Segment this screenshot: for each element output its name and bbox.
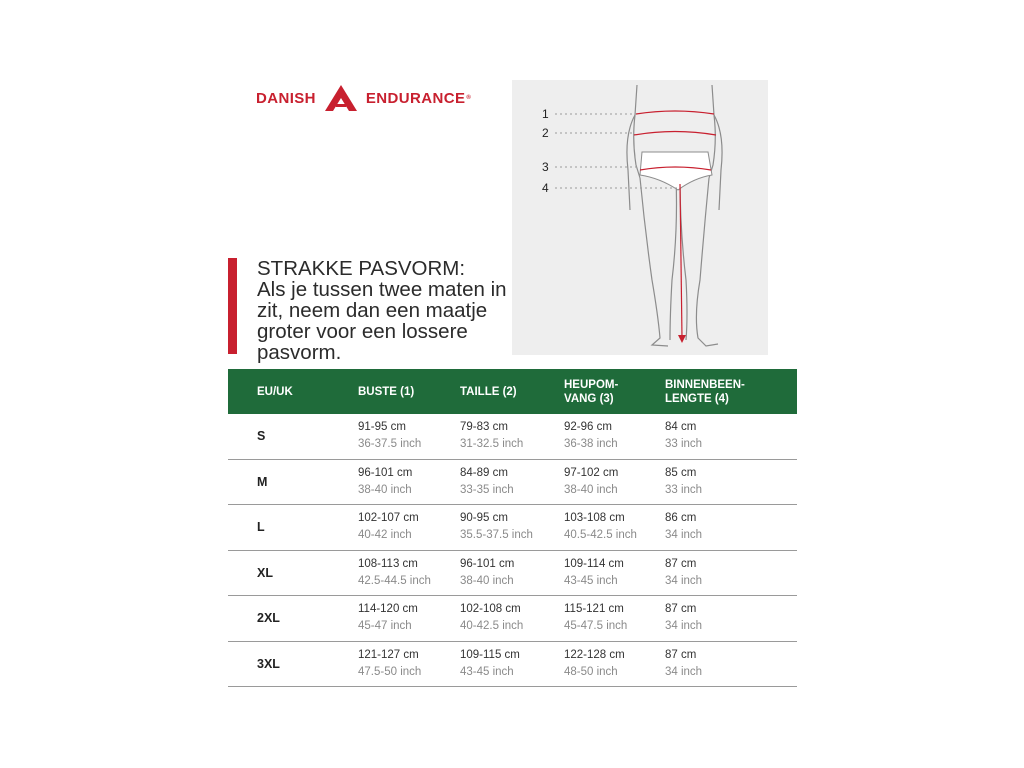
cm-value: 102-107 cm [358, 512, 419, 525]
measurement-label-3: 3 [542, 160, 549, 174]
table-row [228, 414, 797, 460]
fit-note [228, 257, 537, 364]
waist-cell [460, 510, 564, 544]
cm-value: 84-89 cm [460, 466, 508, 479]
cm-value: 86 cm [665, 512, 697, 525]
underwear-shape [640, 152, 712, 190]
inch-value: 34 inch [665, 574, 703, 587]
measurement-label-2: 2 [542, 126, 549, 140]
cm-value: 122-128 cm [564, 648, 625, 661]
inseam-cell [665, 510, 797, 544]
header-waist: TAILLE (2) [460, 385, 517, 398]
table-row [228, 551, 797, 597]
waist-cell [460, 647, 564, 681]
size-label: 3XL [257, 656, 280, 671]
cm-value: 109-115 cm [460, 648, 520, 661]
registered-mark: ® [466, 95, 472, 101]
table-row [228, 642, 797, 688]
inch-value: 35.5-37.5 inch [460, 529, 533, 542]
inch-value: 34 inch [665, 665, 703, 678]
inch-value: 38-40 inch [564, 483, 618, 496]
fit-note-line: groter voor een lossere [257, 320, 468, 343]
hip-cell [564, 556, 665, 590]
cm-value: 121-127 cm [358, 648, 419, 661]
cm-value: 87 cm [665, 557, 697, 570]
header-eu-uk: EU/UK [257, 385, 293, 398]
size-label: XL [257, 565, 273, 580]
inch-value: 43-45 inch [564, 574, 618, 587]
inch-value: 34 inch [665, 529, 703, 542]
cm-value: 96-101 cm [358, 466, 413, 479]
size-label: S [257, 429, 266, 444]
inseam-cell [665, 556, 797, 590]
inch-value: 42.5-44.5 inch [358, 574, 431, 587]
inseam-cell [665, 419, 797, 453]
hip-cell [564, 465, 665, 499]
cm-value: 115-121 cm [564, 603, 624, 616]
size-table [228, 369, 797, 687]
cm-value: 109-114 cm [564, 557, 624, 570]
cm-value: 92-96 cm [564, 421, 612, 434]
bust-cell [358, 556, 460, 590]
size-label: M [257, 474, 268, 489]
bust-cell [358, 647, 460, 681]
waist-cell [460, 419, 564, 453]
cm-value: 90-95 cm [460, 512, 508, 525]
inch-value: 38-40 inch [358, 483, 412, 496]
measurement-label-4: 4 [542, 181, 549, 195]
body-figure-illustration [512, 80, 768, 355]
fit-note-line: zit, neem dan een maatje [257, 299, 488, 322]
inch-value: 47.5-50 inch [358, 665, 422, 678]
inch-value: 33-35 inch [460, 483, 514, 496]
inch-value: 40-42.5 inch [460, 620, 524, 633]
hip-cell [564, 601, 665, 635]
header-inseam: BINNENBEEN- LENGTE (4) [665, 378, 745, 405]
size-label: 2XL [257, 611, 280, 626]
inseam-cell [665, 601, 797, 635]
inch-value: 33 inch [665, 438, 703, 451]
cm-value: 103-108 cm [564, 512, 625, 525]
brand-word-left: DANISH [256, 89, 316, 107]
fit-note-line: pasvorm. [257, 341, 342, 364]
inch-value: 36-38 inch [564, 438, 618, 451]
cm-value: 87 cm [665, 648, 697, 661]
table-header [228, 369, 797, 414]
inseam-cell [665, 647, 797, 681]
inch-value: 40-42 inch [358, 529, 412, 542]
cm-value: 102-108 cm [460, 603, 521, 616]
inch-value: 34 inch [665, 620, 703, 633]
waist-cell [460, 465, 564, 499]
inch-value: 31-32.5 inch [460, 438, 524, 451]
table-row [228, 596, 797, 642]
hip-cell [564, 510, 665, 544]
cm-value: 97-102 cm [564, 466, 619, 479]
cm-value: 84 cm [665, 421, 697, 434]
brand-word-right: ENDURANCE [365, 89, 466, 107]
inch-value: 36-37.5 inch [358, 438, 422, 451]
table-row [228, 460, 797, 506]
table-row [228, 505, 797, 551]
inch-value: 45-47 inch [358, 620, 412, 633]
size-label: L [257, 520, 265, 535]
header-hip: HEUPOM- VANG (3) [564, 378, 619, 405]
inch-value: 40.5-42.5 inch [564, 529, 637, 542]
cm-value: 96-101 cm [460, 557, 515, 570]
bust-cell [358, 601, 460, 635]
bust-cell [358, 419, 460, 453]
hip-cell [564, 647, 665, 681]
fit-note-line: STRAKKE PASVORM: [257, 257, 466, 280]
waist-cell [460, 601, 564, 635]
cm-value: 79-83 cm [460, 421, 508, 434]
cm-value: 91-95 cm [358, 421, 406, 434]
cm-value: 85 cm [665, 466, 697, 479]
waist-cell [460, 556, 564, 590]
inch-value: 38-40 inch [460, 574, 514, 587]
mountain-logo-icon [319, 84, 363, 112]
inch-value: 43-45 inch [460, 665, 514, 678]
fit-note-line: Als je tussen twee maten in [257, 278, 507, 301]
measurement-figure [512, 80, 768, 355]
cm-value: 114-120 cm [358, 603, 418, 616]
hip-cell [564, 419, 665, 453]
measurement-label-1: 1 [542, 107, 549, 121]
inch-value: 48-50 inch [564, 665, 618, 678]
inch-value: 33 inch [665, 483, 703, 496]
bust-cell [358, 510, 460, 544]
brand-logo [256, 80, 471, 116]
cm-value: 87 cm [665, 603, 697, 616]
inch-value: 45-47.5 inch [564, 620, 628, 633]
inseam-cell [665, 465, 797, 499]
cm-value: 108-113 cm [358, 557, 418, 570]
header-bust: BUSTE (1) [358, 385, 415, 398]
bust-cell [358, 465, 460, 499]
